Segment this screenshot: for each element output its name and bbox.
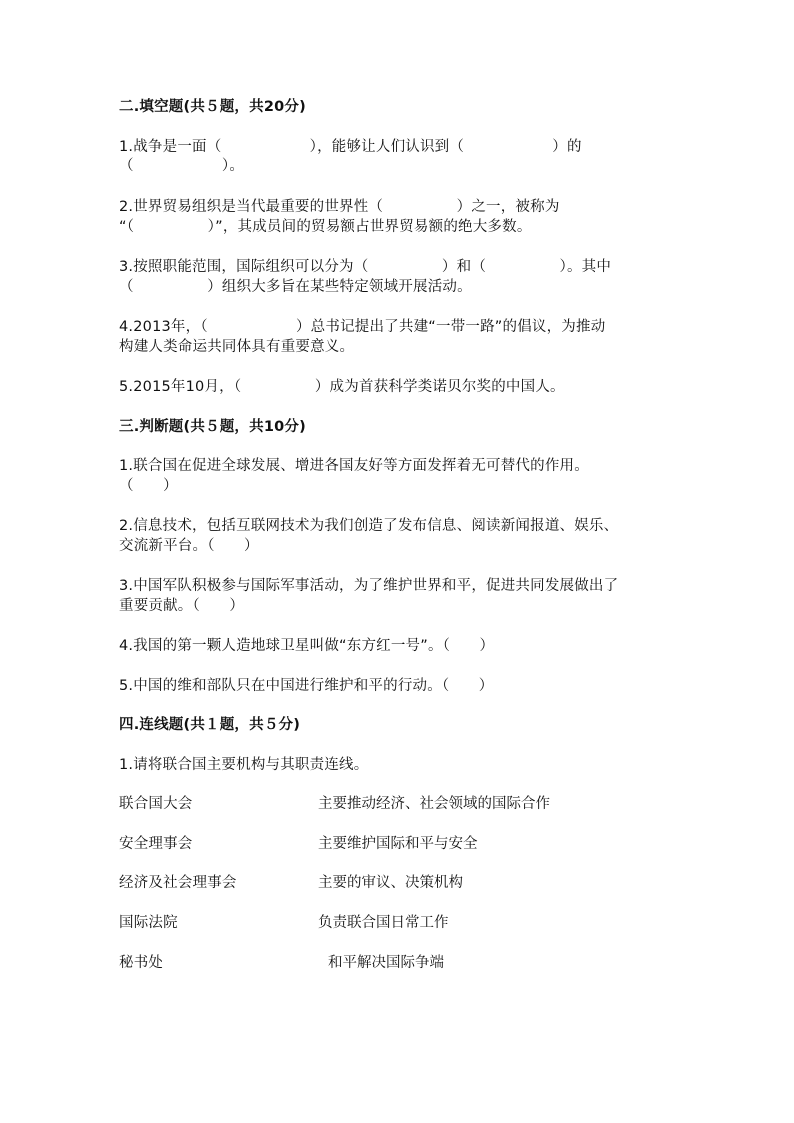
matching-organ-4: 国际法院 (119, 915, 178, 931)
judge-q5-line1: 5.中国的维和部队只在中国进行维护和平的行动。（ ） (119, 678, 494, 694)
matching-organ-5: 秘书处 (119, 955, 164, 971)
matching-organ-2: 安全理事会 (119, 836, 193, 852)
fill-blank-q5-line1: 5.2015年10月，（ ）成为首获科学类诺贝尔奖的中国人。 (119, 379, 565, 395)
matching-organ-1: 联合国大会 (119, 796, 193, 812)
judge-q1-line1: 1.联合国在促进全球发展、增进各国友好等方面发挥着无可替代的作用。 (119, 458, 589, 474)
judge-q2-line1: 2.信息技术，包括互联网技术为我们创造了发布信息、阅读新闻报道、娱乐、 (119, 518, 619, 534)
matching-duty-4: 负责联合国日常工作 (318, 915, 449, 931)
section-heading-judge: 三.判断题(共５题，共10分) (119, 419, 306, 435)
fill-blank-q1-line1: 1.战争是一面（ ），能够让人们认识到（ ）的 (119, 139, 582, 155)
judge-q1-line2: （ ） (119, 478, 178, 494)
matching-duty-5: 和平解决国际争端 (328, 955, 444, 971)
matching-duty-3: 主要的审议、决策机构 (318, 875, 463, 891)
fill-blank-q4-line1: 4.2013年，（ ）总书记提出了共建“一带一路”的倡议，为推动 (119, 319, 606, 335)
section-heading-fill-blank: 二.填空题(共５题，共20分) (119, 99, 306, 115)
matching-q1: 1.请将联合国主要机构与其职责连线。 (119, 757, 369, 773)
matching-duty-1: 主要推动经济、社会领域的国际合作 (318, 796, 550, 812)
fill-blank-q4-line2: 构建人类命运共同体具有重要意义。 (119, 339, 355, 355)
section-heading-matching: 四.连线题(共１题，共５分) (119, 717, 301, 733)
fill-blank-q2-line2: “（ ）”，其成员间的贸易额占世界贸易额的绝大多数。 (119, 219, 532, 235)
judge-q3-line2: 重要贡献。（ ） (119, 598, 245, 614)
judge-q3-line1: 3.中国军队积极参与国际军事活动，为了维护世界和平，促进共同发展做出了 (119, 578, 619, 594)
judge-q2-line2: 交流新平台。（ ） (119, 538, 259, 554)
matching-organ-3: 经济及社会理事会 (119, 875, 237, 891)
fill-blank-q1-line2: （ ）。 (119, 158, 245, 174)
fill-blank-q3-line2: （ ）组织大多旨在某些特定领域开展活动。 (119, 279, 472, 295)
matching-duty-2: 主要维护国际和平与安全 (318, 836, 478, 852)
fill-blank-q2-line1: 2.世界贸易组织是当代最重要的世界性（ ）之一，被称为 (119, 199, 560, 215)
judge-q4-line1: 4.我国的第一颗人造地球卫星叫做“东方红一号”。（ ） (119, 638, 495, 654)
fill-blank-q3-line1: 3.按照职能范围，国际组织可以分为（ ）和（ ）。其中 (119, 259, 612, 275)
